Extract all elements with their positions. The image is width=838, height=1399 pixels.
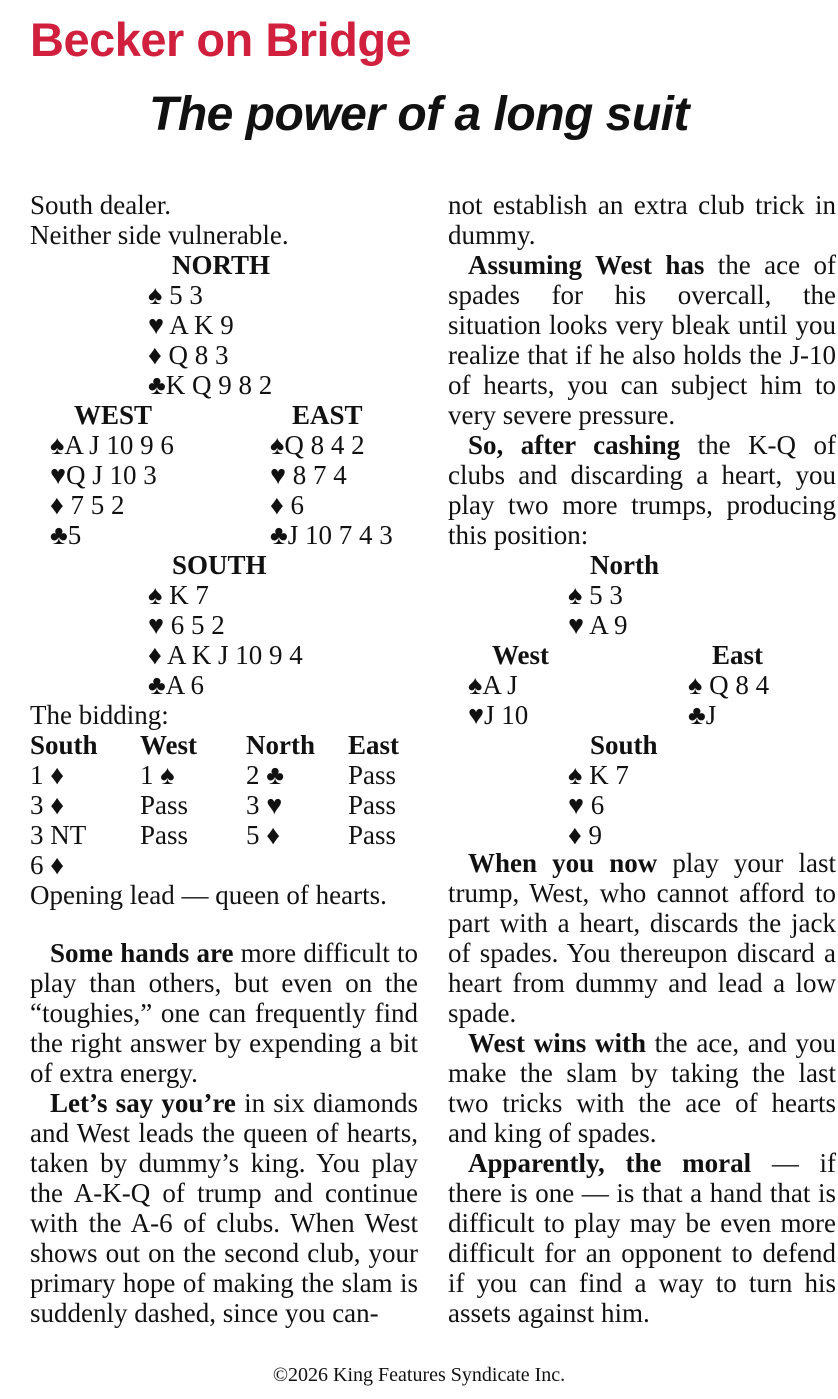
north-label: NORTH — [172, 250, 271, 280]
paragraph — [448, 1148, 836, 1328]
east-label: EAST — [292, 400, 363, 430]
north-hearts: ♥ A K 9 — [148, 310, 234, 340]
south-clubs: ♣A 6 — [148, 670, 204, 700]
bidding-header-south: South — [30, 730, 98, 760]
west-hearts: ♥Q J 10 3 — [50, 460, 157, 490]
position-south-diamonds: ♦ 9 — [568, 820, 603, 850]
position-north-hearts: ♥ A 9 — [568, 610, 628, 640]
north-spades: ♠ 5 3 — [148, 280, 203, 310]
position-east-spades: ♠ Q 8 4 — [688, 670, 770, 700]
bid-cell: 2 ♣ — [246, 760, 284, 790]
paragraph — [448, 250, 836, 430]
right-body-text-top — [448, 190, 836, 550]
paragraph — [448, 430, 836, 550]
paragraph — [30, 938, 418, 1088]
bid-cell: Pass — [140, 790, 189, 820]
paragraph-text: more difficult to play than others, but even on the “toughies,” one can frequently find the right answer by expending a bit of extra energy. — [30, 938, 418, 1088]
bid-cell: 3 NT — [30, 820, 87, 850]
paragraph-text: — if there is one — is that a hand that is difficult to play may be even more difficult for an opponent to defend if you can find a way to turn his assets against him. — [448, 1148, 836, 1328]
left-body-text — [30, 938, 418, 1328]
bid-cell: Pass — [348, 790, 397, 820]
paragraph-text: the K-Q of clubs and discarding a heart, you play two more trumps, producing this position: — [448, 430, 836, 550]
bid-cell: Pass — [348, 760, 397, 790]
copyright-notice: ©2026 King Features Syndicate Inc. — [272, 1364, 566, 1386]
paragraph-lead: Let’s say you’re — [50, 1088, 236, 1118]
bid-cell: Pass — [348, 820, 397, 850]
headline: The power of a long suit — [149, 88, 689, 141]
paragraph-text: in six diamonds and West leads the queen of hearts, taken by dummy’s king. You play the A-K-Q of trump and continue with the A-6 of clubs. When West shows out on the second club, your primary hope of making the slam is suddenly dashed, since you can- — [30, 1088, 418, 1328]
position-east-clubs: ♣J — [688, 700, 717, 730]
bidding-header-east: East — [348, 730, 400, 760]
bid-cell: 1 ♦ — [30, 760, 65, 790]
position-east-label: East — [712, 640, 764, 670]
west-clubs: ♣5 — [50, 520, 82, 550]
paragraph — [448, 848, 836, 1028]
position-west-label: West — [492, 640, 549, 670]
paragraph-continuation: not establish an extra club trick in dummy. — [448, 190, 836, 250]
paragraph-lead: So, after cashing — [468, 430, 681, 460]
north-diamonds: ♦ Q 8 3 — [148, 340, 229, 370]
south-hearts: ♥ 6 5 2 — [148, 610, 225, 640]
dealer-line: South dealer. — [30, 190, 171, 220]
position-north-label: North — [590, 550, 659, 580]
north-clubs: ♣K Q 9 8 2 — [148, 370, 273, 400]
west-diamonds: ♦ 7 5 2 — [50, 490, 125, 520]
east-diamonds: ♦ 6 — [270, 490, 305, 520]
south-diamonds: ♦ A K J 10 9 4 — [148, 640, 303, 670]
south-spades: ♠ K 7 — [148, 580, 209, 610]
position-south-spades: ♠ K 7 — [568, 760, 629, 790]
opening-lead: Opening lead — queen of hearts. — [30, 880, 387, 910]
brand-title: Becker on Bridge — [30, 13, 412, 66]
east-clubs: ♣J 10 7 4 3 — [270, 520, 393, 550]
paragraph-lead: When you now — [468, 848, 658, 878]
position-west-hearts: ♥J 10 — [468, 700, 529, 730]
west-label: WEST — [74, 400, 153, 430]
bid-cell: Pass — [140, 820, 189, 850]
vulnerability-line: Neither side vulnerable. — [30, 220, 289, 250]
paragraph-text: play your last trump, West, who cannot afford to part with a heart, discards the jack of spades. You thereupon discard a heart from dummy and lead a low spade. — [448, 848, 836, 1028]
paragraph — [448, 1028, 836, 1148]
paragraph-text: the ace of spades for his overcall, the situation looks very bleak until you realize that if he also holds the J-10 of hearts, you can subject him to very severe pressure. — [448, 250, 836, 430]
bidding-label: The bidding: — [30, 700, 169, 730]
bidding-header-north: North — [246, 730, 315, 760]
bid-cell: 3 ♦ — [30, 790, 65, 820]
paragraph-lead: Some hands are — [50, 938, 234, 968]
east-spades: ♠Q 8 4 2 — [270, 430, 365, 460]
bid-cell: 5 ♦ — [246, 820, 281, 850]
bid-cell: 1 ♠ — [140, 760, 175, 790]
east-hearts: ♥ 8 7 4 — [270, 460, 347, 490]
position-south-label: South — [590, 730, 658, 760]
paragraph — [30, 1088, 418, 1328]
bidding-header-west: West — [140, 730, 197, 760]
paragraph-lead: Assuming West has — [468, 250, 705, 280]
west-spades: ♠A J 10 9 6 — [50, 430, 174, 460]
paragraph-text: the ace, and you make the slam by taking the last two tricks with the ace of hearts and king of spades. — [448, 1028, 837, 1148]
position-west-spades: ♠A J — [468, 670, 518, 700]
position-south-hearts: ♥ 6 — [568, 790, 605, 820]
bid-cell: 6 ♦ — [30, 850, 65, 880]
bid-cell: 3 ♥ — [246, 790, 283, 820]
south-label: SOUTH — [172, 550, 267, 580]
right-body-text-bottom — [448, 848, 836, 1328]
paragraph-lead: Apparently, the moral — [468, 1148, 752, 1178]
paragraph-lead: West wins with — [468, 1028, 646, 1058]
position-north-spades: ♠ 5 3 — [568, 580, 623, 610]
